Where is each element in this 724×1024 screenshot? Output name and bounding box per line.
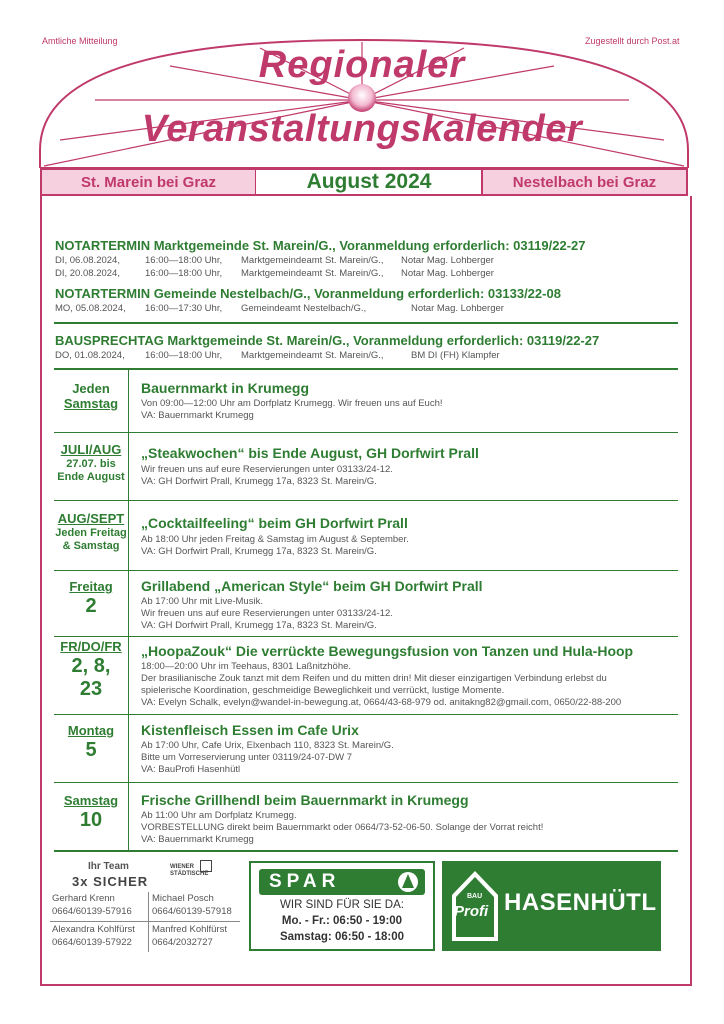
event-date: Freitag 2	[69, 579, 113, 617]
event-date: Jeden Samstag	[63, 381, 119, 411]
divider	[54, 432, 678, 433]
title-line-1: Regionaler	[258, 44, 466, 86]
event-line: Ab 17:00 Uhr, Cafe Urix, Elxenbach 110, 8323 St. Marein/G.	[141, 740, 394, 751]
contact-phone: 0664/2032727	[152, 937, 213, 948]
bauprofi-bau: BAU	[467, 893, 483, 900]
contact-name: Gerhard Krenn	[52, 893, 115, 904]
event-line: VA: Evelyn Schalk, evelyn@wandel-in-bewegung.at, 0664/43-68-979 od. anitakng82@gmail.com, 0650/22-88-200	[141, 697, 622, 708]
spar-line-3: Samstag: 06:50 - 18:00	[279, 931, 404, 943]
notar-line: MO, 05.08.2024, 16:00—17:30 Uhr, Gemeindeamt Nestelbach/G., Notar Mag. Lohberger	[55, 303, 504, 314]
notar-line: DI, 20.08.2024, 16:00—18:00 Uhr, Marktgemeindeamt St. Marein/G., Notar Mag. Lohberger	[55, 268, 494, 279]
event-line: spielerische Koordination, geschmeidige Beweglichkeit und verrückt, lustige Momente.	[141, 685, 505, 696]
divider	[54, 714, 678, 715]
event-title: „Steakwochen“ bis Ende August, GH Dorfwirt Prall	[141, 445, 479, 461]
event-line: VA: Bauernmarkt Krumegg	[141, 410, 254, 421]
event-line: VA: Bauernmarkt Krumegg	[141, 834, 254, 845]
contact-phone: 0664/60139-57922	[52, 937, 132, 948]
event-title: Frische Grillhendl beim Bauernmarkt in Krumegg	[141, 792, 469, 808]
bausprechtag-line: DO, 01.08.2024, 16:00—18:00 Uhr, Marktgemeindeamt St. Marein/G., BM DI (FH) Klampfer	[55, 350, 500, 361]
event-date: Montag 5	[67, 723, 115, 761]
event-line: Wir freuen uns auf eure Reservierungen unter 03133/24-12.	[141, 608, 393, 619]
event-line: 18:00—20:00 Uhr im Teehaus, 8301 Laßnitzhöhe.	[141, 661, 352, 672]
event-line: Bitte um Vorreservierung unter 03119/24-07-DW 7	[141, 752, 353, 763]
divider	[54, 850, 678, 852]
event-line: VORBESTELLUNG direkt beim Bauernmarkt oder 0664/73-52-06-50. Solange der Vorrat reicht!	[141, 822, 544, 833]
title-line-2: Veranstaltungskalender	[141, 108, 583, 150]
event-line: Ab 17:00 Uhr mit Live-Musik.	[141, 596, 263, 607]
spar-line-1: WIR SIND FÜR SIE DA:	[280, 899, 404, 911]
event-line: Wir freuen uns auf eure Reservierungen unter 03133/24-12.	[141, 464, 393, 475]
bauprofi-ad	[442, 861, 661, 951]
contact-phone: 0664/60139-57916	[52, 906, 132, 917]
spar-logo	[259, 869, 425, 895]
spar-ad	[249, 861, 435, 951]
bauprofi-profi: Profi	[454, 903, 489, 920]
date-column-divider	[128, 370, 129, 850]
divider	[54, 782, 678, 783]
insurer-logo-line: WIENER	[170, 864, 194, 870]
contact-name: Manfred Kohlfürst	[152, 924, 227, 935]
notar-line: DI, 06.08.2024, 16:00—18:00 Uhr, Marktgemeindeamt St. Marein/G., Notar Mag. Lohberger	[55, 255, 494, 266]
insurer-emblem-icon	[200, 860, 212, 872]
divider	[54, 368, 678, 370]
bausprechtag-heading: BAUSPRECHTAG Marktgemeinde St. Marein/G., Voranmeldung erforderlich: 03119/22-27	[55, 333, 600, 348]
insurer-logo-line: STÄDTISCHE	[170, 870, 209, 877]
event-date: JULI/AUG 27.07. bis Ende August	[57, 442, 125, 483]
event-date: AUG/SEPT Jeden Freitag & Samstag	[55, 511, 127, 552]
event-date: FR/DO/FR 2, 8, 23	[60, 639, 122, 700]
divider	[54, 636, 678, 637]
event-line: Der brasilianische Zouk tanzt mit dem Reifen und du mitten drin! Mit dieser einzigartigen Verbindung erlebst du	[141, 673, 607, 684]
contact-name: Alexandra Kohlfürst	[52, 924, 135, 935]
event-title: Grillabend „American Style“ beim GH Dorfwirt Prall	[141, 578, 483, 594]
spar-tree-icon	[397, 871, 419, 893]
event-title: Kistenfleisch Essen im Cafe Urix	[141, 722, 359, 738]
spar-line-2: Mo. - Fr.: 06:50 - 19:00	[281, 915, 403, 927]
event-line: VA: BauProfi Hasenhütl	[141, 764, 241, 775]
divider	[54, 570, 678, 571]
hasenhuetl-logo: HASENHÜTL	[504, 889, 657, 916]
event-line: VA: GH Dorfwirt Prall, Krumegg 17a, 8323 St. Marein/G.	[141, 476, 377, 487]
place-right: Nestelbach bei Graz	[481, 168, 688, 196]
event-title: Bauernmarkt in Krumegg	[141, 380, 310, 396]
place-left: St. Marein bei Graz	[40, 168, 257, 196]
event-line: Von 09:00—12:00 Uhr am Dorfplatz Krumegg. Wir freuen uns auf Euch!	[141, 398, 443, 409]
event-line: Ab 11:00 Uhr am Dorfplatz Krumegg.	[141, 810, 297, 821]
event-date: Samstag 10	[63, 793, 119, 831]
divider	[54, 500, 678, 501]
contact-name: Michael Posch	[152, 893, 214, 904]
event-line: VA: GH Dorfwirt Prall, Krumegg 17a, 8323 St. Marein/G.	[141, 620, 377, 631]
notar-heading-2: NOTARTERMIN Gemeinde Nestelbach/G., Voranmeldung erforderlich: 03133/22-08	[55, 286, 561, 301]
event-title: „Cocktailfeeling“ beim GH Dorfwirt Prall	[141, 515, 408, 531]
month-label: August 2024	[256, 168, 482, 196]
divider	[54, 322, 678, 324]
event-line: VA: GH Dorfwirt Prall, Krumegg 17a, 8323 St. Marein/G.	[141, 546, 377, 557]
team-subtitle: 3x SICHER	[72, 874, 149, 889]
spar-logo-text: SPAR	[269, 871, 341, 892]
delivery-note: Zugestellt durch Post.at	[585, 36, 680, 46]
team-title: Ihr Team	[88, 861, 129, 872]
event-title: „HoopaZouk“ Die verrückte Bewegungsfusion von Tanzen und Hula-Hoop	[141, 643, 634, 659]
official-notice-label: Amtliche Mitteilung	[42, 36, 118, 46]
contacts-grid	[50, 892, 240, 952]
contact-phone: 0664/60139-57918	[152, 906, 232, 917]
event-line: Ab 18:00 Uhr jeden Freitag & Samstag im August & September.	[141, 534, 409, 545]
notar-heading-1: NOTARTERMIN Marktgemeinde St. Marein/G., Voranmeldung erforderlich: 03119/22-27	[55, 238, 586, 253]
